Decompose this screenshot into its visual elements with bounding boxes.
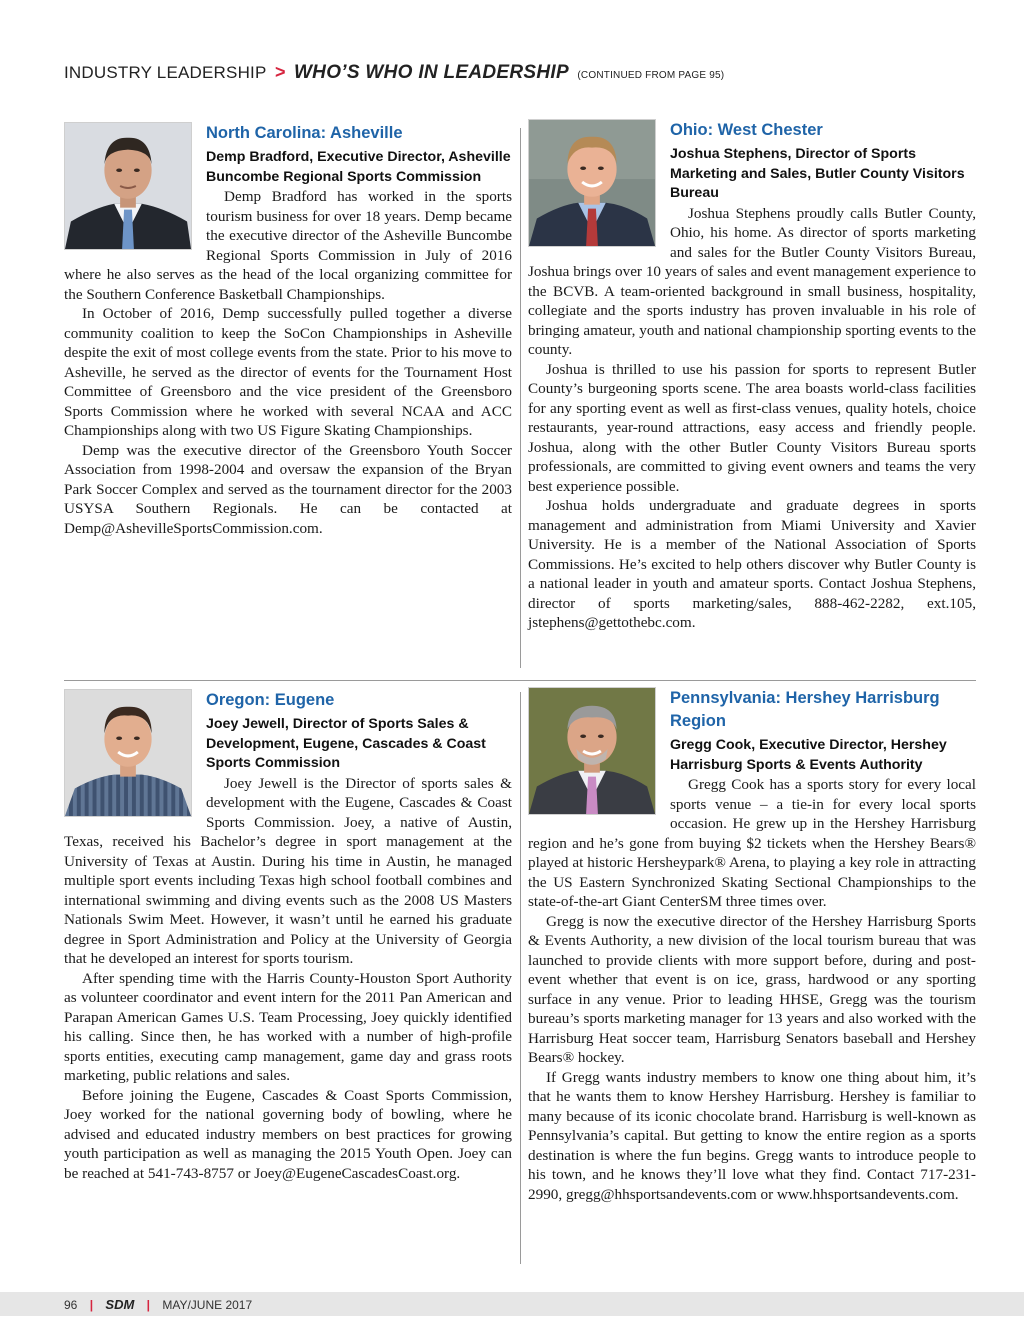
footer-separator: | (146, 1298, 150, 1312)
profile-paragraph: Joshua holds undergraduate and graduate degrees in sports management and administration from Miami University and Xavier University. He is a member of the National Association of Sports Commissions. He’s excited to help others discover why Butler County is a national leader in youth and amateur sports. Contact Joshua Stephens, director of sports marketing/sales, 888-462-2282, ext.105, jstephens@gettothebc.com. (528, 497, 976, 631)
footer-separator: | (89, 1298, 94, 1312)
profile-paragraph: Joshua is thrilled to use his passion for sports to represent Butler County’s burgeoning sports scene. The area boasts world-class facilities for any sporting event as well as first-class venues, quality hotels, choice restaurants, year-round attractions, easy access and friendly people. Joshua, along with the other Butler County Visitors Bureau sports professionals, are committed to giving event owners and teams the very best experience possible. (528, 360, 976, 495)
profile-paragraph: Joey Jewell is the Director of sports sales & development with the Eugene, Cascades & Coast Sports Commission. Joey, a native of Austin, Texas, received his Bachelor’s degree in sport management at the University of Texas at Austin. During his time in Austin, he managed multiple sport events including Texas high school football combines and international swimming and diving events such as the 2008 US Masters Nationals Swim Meet. However, it wasn’t until he earned his graduate degree in Sport Administration and Policy at the University of Georgia that he developed an interest for sports tourism. (64, 774, 512, 967)
section-label: INDUSTRY LEADERSHIP (64, 63, 267, 82)
portrait-photo (64, 689, 192, 817)
portrait-photo (528, 119, 656, 247)
profile-paragraph: Demp Bradford has worked in the sports tourism business for over 18 years. Demp became the executive director of the Asheville Buncombe Regional Sports Commission in July of 2016 where he also serves as the head of the local organizing committee for the Southern Conference Basketball Championships. (64, 188, 512, 303)
profile-paragraph: Demp was the executive director of the Greensboro Youth Soccer Association from 1998-2004 and oversaw the expansion of the Bryan Park Soccer Complex and served as the tournament director for the 2003 USYSA Southern Regionals. He can be contacted at Demp@AshevilleSportsCommission.com. (64, 441, 512, 537)
profile-ohio (528, 119, 976, 633)
issue-date: MAY/JUNE 2017 (162, 1298, 253, 1312)
profile-paragraph: Gregg is now the executive director of the Hershey Harrisburg Sports & Events Authority, a new division of the local tourism bureau that was launched to provide clients with more support before, during and post-event whether that event is on ice, grass, hardwood or any sporting surface in any venue. Prior to leading HHSE, Gregg was the tourism bureau’s sports marketing manager for 13 years and also worked with the Harrisburg Heat soccer team, Harrisburg Senators baseball and Hershey Bears® hockey. (528, 912, 976, 1066)
profile-paragraph: If Gregg wants industry members to know one thing about him, it’s that he wants them to know Hershey Harrisburg. Hershey is familiar to many because of its iconic chocolate brand. Harrisburg is well-known as Pennsylvania’s capital. But getting to know the entire region as a sports destination is where the fun begins. Gregg wants to introduce people to his town, and he knows they’ll love what they find. Contact 717-231-2990, gregg@hhsportsandevents.com or www.hhsportsandevents.com. (528, 1068, 976, 1203)
breadcrumb-arrow: > (274, 62, 286, 82)
profile-role: Joshua Stephens, Director of Sports Marketing and Sales, Butler County Visitors Bureau (670, 146, 965, 201)
magazine-name: SDM (105, 1297, 135, 1312)
portrait-photo (64, 122, 192, 250)
profile-north-carolina (64, 122, 512, 538)
profile-body (64, 774, 512, 1184)
profile-location: Ohio: West Chester (670, 121, 823, 139)
profile-location: Pennsylvania: Hershey Harrisburg Region (670, 689, 940, 730)
column-divider-bottom (520, 692, 521, 1264)
profile-body (528, 775, 976, 1204)
profile-paragraph: Joshua Stephens proudly calls Butler County, Ohio, his home. As director of sports marketing and sales for the Butler County Visitors Bureau, Joshua brings over 10 years of sales and event management experience to the BCVB. A team-oriented background in small business, hospitality, collegiate and the sports industry has proven invaluable in his role of bringing amateur, youth and national championship sporting events to the county. (528, 204, 976, 358)
profile-paragraph: After spending time with the Harris County-Houston Sport Authority as volunteer coordinator and event intern for the 2011 Pan American and Parapan American Games U.S. Team Processing, Joey quickly identified his calling. Since then, he has worked with a number of high-profile sports entities, executing camp management, game day and grass roots marketing, public relations and sales. (64, 969, 512, 1084)
profile-paragraph: Before joining the Eugene, Cascades & Coast Sports Commission, Joey worked for the national governing body of bowling, where he advised and educated industry members on best practices for growing youth participation as well as managing the 2015 Youth Open. Joey can be reached at 541-743-8757 or Joey@EugeneCascadesCoast.org. (64, 1086, 512, 1182)
row-divider (64, 680, 976, 681)
portrait-photo (528, 687, 656, 815)
continued-note: (CONTINUED FROM PAGE 95) (577, 70, 725, 81)
page-number: 96 (64, 1298, 78, 1312)
column-divider-top (520, 128, 521, 668)
profile-role: Joey Jewell, Director of Sports Sales & Development, Eugene, Cascades & Coast Sports Commission (206, 716, 486, 771)
profile-paragraph: Gregg Cook has a sports story for every local sports venue – a tie-in for every local sports occasion. He grew up in the Hershey Harrisburg region and he’s gone from buying $2 tickets when the Hershey Bears® played at historic Hersheypark® Arena, to playing a key role in attracting the US Eastern Synchronized Skating Sectional Championships to the state-of-the-art Giant CenterSM three times over. (528, 776, 976, 910)
profile-role: Demp Bradford, Executive Director, Asheville Buncombe Regional Sports Commission (206, 149, 511, 185)
page-title: WHO’S WHO IN LEADERSHIP (293, 62, 569, 83)
profile-paragraph: In October of 2016, Demp successfully pulled together a diverse community coalition to keep the SoCon Championships in Asheville despite the exit of most college events from the state. Prior to his move to Asheville, he served as the director of events for the Tournament Host Committee of Greensboro and the vice president of the Greensboro Sports Commission where he worked with several NCAA and ACC Championships along with two US Figure Skating Championships. (64, 305, 512, 439)
page-header (64, 62, 724, 86)
profile-pennsylvania (528, 687, 976, 1204)
profile-location: Oregon: Eugene (206, 691, 335, 709)
profile-location: North Carolina: Asheville (206, 124, 403, 142)
profile-body (528, 204, 976, 633)
profile-role: Gregg Cook, Executive Director, Hershey Harrisburg Sports & Events Authority (670, 737, 947, 773)
page-footer (0, 1292, 1024, 1316)
profile-oregon (64, 689, 512, 1183)
